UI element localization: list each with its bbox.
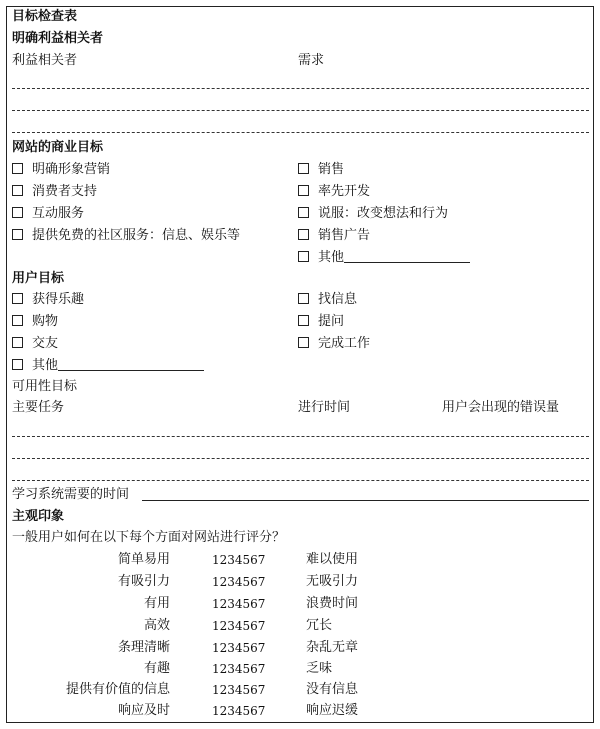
rating-scale[interactable]: 1234567 — [212, 683, 266, 697]
user-goals-heading: 用户目标 — [12, 271, 65, 286]
rating-negative-label: 浪费时间 — [306, 596, 359, 611]
user-right-item[interactable]: 完成工作 — [298, 335, 370, 353]
checkbox[interactable] — [12, 207, 23, 218]
stakeholder-line-3[interactable] — [12, 132, 589, 133]
business-right-item-other[interactable]: 其他 — [298, 249, 470, 267]
user-left-item-other[interactable]: 其他 — [12, 357, 204, 375]
stakeholder-line-1[interactable] — [12, 88, 589, 89]
rating-question: 一般用户如何在以下每个方面对网站进行评分？ — [12, 530, 286, 545]
checkbox[interactable] — [298, 185, 309, 196]
learn-time-field[interactable] — [142, 488, 589, 501]
rating-positive-label: 有趣 — [143, 661, 170, 676]
rating-negative-label: 难以使用 — [306, 552, 359, 567]
stakeholder-line-2[interactable] — [12, 110, 589, 111]
usability-line-3[interactable] — [12, 480, 589, 481]
checkbox[interactable] — [298, 293, 309, 304]
rating-negative-label: 杂乱无章 — [306, 640, 359, 655]
checkbox[interactable] — [12, 163, 23, 174]
checkbox[interactable] — [298, 337, 309, 348]
usability-line-1[interactable] — [12, 436, 589, 437]
checkbox[interactable] — [12, 229, 23, 240]
user-left-item[interactable]: 购物 — [12, 313, 58, 331]
main-task-col-label: 主要任务 — [12, 400, 65, 415]
rating-negative-label: 没有信息 — [306, 682, 359, 697]
rating-negative-label: 乏味 — [306, 661, 333, 676]
rating-positive-label: 有吸引力 — [117, 574, 170, 589]
needs-col-label: 需求 — [298, 53, 325, 68]
stakeholders-heading: 明确利益相关者 — [12, 31, 104, 46]
user-left-item[interactable]: 获得乐趣 — [12, 291, 84, 309]
rating-scale[interactable]: 1234567 — [212, 553, 266, 567]
rating-scale[interactable]: 1234567 — [212, 575, 266, 589]
stakeholders-col-label: 利益相关者 — [12, 53, 78, 68]
rating-positive-label: 提供有价值的信息 — [65, 682, 170, 697]
rating-negative-label: 冗长 — [306, 618, 333, 633]
business-right-item[interactable]: 销售广告 — [298, 227, 370, 245]
learn-time-label: 学习系统需要的时间 — [12, 487, 130, 502]
business-right-item[interactable]: 说服：改变想法和行为 — [298, 205, 448, 223]
rating-scale[interactable]: 1234567 — [212, 597, 266, 611]
rating-positive-label: 条理清晰 — [117, 640, 170, 655]
business-left-item[interactable]: 提供免费的社区服务：信息、娱乐等 — [12, 227, 240, 245]
usability-heading: 可用性目标 — [12, 379, 78, 394]
business-heading: 网站的商业目标 — [12, 140, 104, 155]
checkbox[interactable] — [298, 207, 309, 218]
rating-scale[interactable]: 1234567 — [212, 641, 266, 655]
rating-scale[interactable]: 1234567 — [212, 662, 266, 676]
rating-scale[interactable]: 1234567 — [212, 619, 266, 633]
rating-positive-label: 响应及时 — [117, 703, 170, 718]
rating-positive-label: 简单易用 — [117, 552, 170, 567]
user-right-item[interactable]: 找信息 — [298, 291, 357, 309]
page-title: 目标检查表 — [12, 9, 78, 24]
checkbox[interactable] — [298, 315, 309, 326]
subjective-heading: 主观印象 — [12, 509, 65, 524]
business-left-item[interactable]: 互动服务 — [12, 205, 84, 223]
checkbox[interactable] — [298, 229, 309, 240]
checkbox[interactable] — [12, 185, 23, 196]
duration-col-label: 进行时间 — [298, 400, 351, 415]
checkbox[interactable] — [12, 315, 23, 326]
checkbox[interactable] — [298, 251, 309, 262]
other-blank-field[interactable] — [58, 358, 204, 371]
business-left-item[interactable]: 明确形象营销 — [12, 161, 110, 179]
business-right-item[interactable]: 率先开发 — [298, 183, 370, 201]
other-blank-field[interactable] — [344, 250, 470, 263]
checkbox[interactable] — [298, 163, 309, 174]
rating-positive-label: 有用 — [143, 596, 170, 611]
checkbox[interactable] — [12, 337, 23, 348]
usability-line-2[interactable] — [12, 458, 589, 459]
rating-negative-label: 响应迟缓 — [306, 703, 359, 718]
rating-scale[interactable]: 1234567 — [212, 704, 266, 718]
user-left-item[interactable]: 交友 — [12, 335, 58, 353]
error-count-col-label: 用户会出现的错误量 — [442, 400, 560, 415]
rating-positive-label: 高效 — [143, 618, 170, 633]
checkbox[interactable] — [12, 359, 23, 370]
business-right-item[interactable]: 销售 — [298, 161, 344, 179]
business-left-item[interactable]: 消费者支持 — [12, 183, 97, 201]
rating-negative-label: 无吸引力 — [306, 574, 359, 589]
checkbox[interactable] — [12, 293, 23, 304]
user-right-item[interactable]: 提问 — [298, 313, 344, 331]
